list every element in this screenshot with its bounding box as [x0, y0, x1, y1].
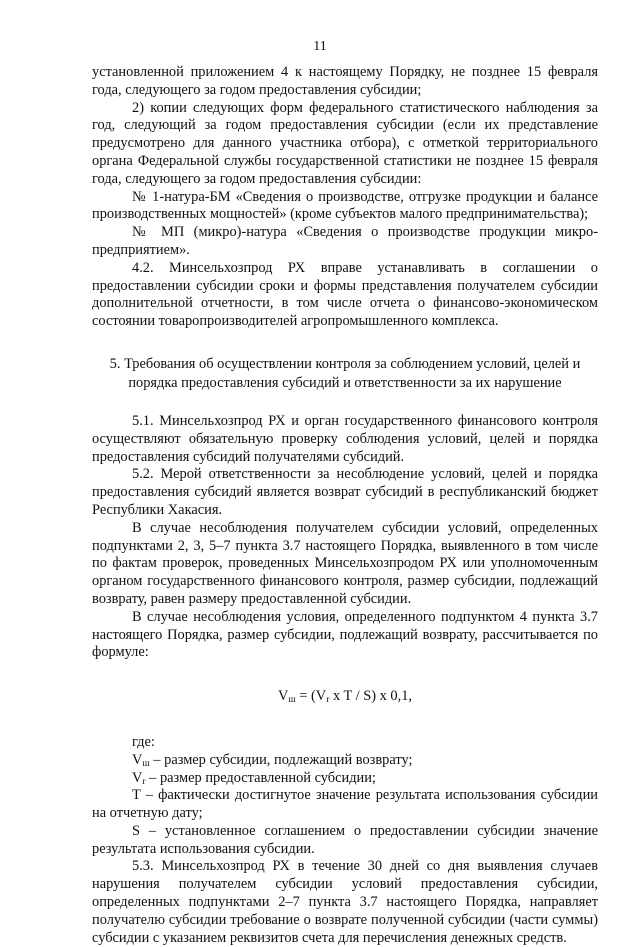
definition-s: S – установленное соглашением о предоставлении субсидии значение результата использования субсидии.	[92, 822, 598, 857]
paragraph-4-2: 4.2. Минсельхозпрод РХ вправе устанавливать в соглашении о предоставлении субсидии сроки и формы представления получателем субсидии дополнительной отчетности, в том числе отчета о финансово-экономическом состоянии товаропроизводителей агропромышленного комплекса.	[92, 259, 598, 330]
definition-t: T – фактически достигнутое значение результата использования субсидии на отчетную дату;	[92, 787, 598, 822]
formula-mid: = (V	[295, 688, 327, 705]
formula-lhs-sub: ш	[288, 695, 296, 706]
formula-rest: x T / S) x 0,1,	[329, 688, 413, 705]
definition-v-r-text: – размер предоставленной субсидии;	[145, 769, 376, 786]
page-number: 11	[313, 39, 327, 54]
formula-mid-sub: r	[326, 695, 330, 706]
document-body	[92, 64, 598, 947]
paragraph-5-2: 5.2. Мерой ответственности за несоблюдение условий, целей и порядка предоставления субсидий является возврат субсидий в республиканский бюджет Республики Хакасия.	[92, 466, 598, 518]
paragraph-formula-intro: В случае несоблюдения условия, определенного подпунктом 4 пункта 3.7 настоящего Порядка, размер субсидии, подлежащий возврату, рассчитывается по формуле:	[92, 608, 598, 661]
paragraph-form-mp-micro: № МП (микро)-натура «Сведения о производстве продукции микро-предприятием».	[92, 224, 598, 258]
paragraph-5-3: 5.3. Минсельхозпрод РХ в течение 30 дней со дня выявления случаев нарушения получателем субсидии условий предоставления субсидии, определенных подпунктами 2–7 пункта 3.7 настоящего Порядка, направляет получателю субсидии требование о возврате полученной субсидии (части суммы) субсидии с указанием реквизитов счета для перечисления денежных средств.	[92, 858, 598, 946]
paragraph-statistics-forms: 2) копии следующих форм федерального статистического наблюдения за год, следующий за годом предоставления субсидии (если их представление предусмотрено для данного участника отбора), с отметкой территориального органа Федеральной службы государственной статистики не позднее 15 февраля года, следующего за годом предоставления субсидии:	[92, 99, 598, 187]
definition-v-r	[92, 770, 598, 788]
section-heading-line-2: порядка предоставления субсидий и ответственности за их нарушение	[128, 374, 562, 391]
formula-lhs: V	[277, 688, 289, 705]
paragraph-deadline: установленной приложением 4 к настоящему Порядку, не позднее 15 февраля года, следующего за годом предоставления субсидии;	[92, 64, 598, 98]
definition-v-r-sub: r	[142, 776, 146, 787]
refund-formula	[92, 688, 598, 706]
definition-v-sh-sub: ш	[142, 758, 150, 769]
where-label: где:	[132, 733, 155, 750]
definition-v-sh	[92, 752, 598, 770]
section-heading	[92, 355, 598, 393]
definition-v-sh-symbol: V	[132, 751, 143, 768]
paragraph-full-refund: В случае несоблюдения получателем субсидии условий, определенных подпунктами 2, 3, 5–7 пункта 3.7 настоящего Порядка, выявленного в том числе по фактам проверок, проведенных Минсельхозпродом РХ или уполномоченным органом государственного финансового контроля, размер субсидии, подлежащий возврату, равен размеру предоставленной субсидии.	[92, 519, 598, 607]
paragraph-5-1: 5.1. Минсельхозпрод РХ и орган государственного финансового контроля осуществляют обязательную проверку соблюдения условий, целей и порядка предоставления субсидий получателями субсидий.	[92, 412, 598, 465]
section-heading-line-1: 5. Требования об осуществлении контроля за соблюдением условий, целей и	[109, 355, 581, 372]
definition-v-sh-text: – размер субсидии, подлежащий возврату;	[149, 751, 413, 768]
paragraph-form-1-natura-bm: № 1-натура-БМ «Сведения о производстве, отгрузке продукции и балансе производственных мощностей» (кроме субъектов малого предпринимательства);	[92, 188, 598, 223]
definition-v-r-symbol: V	[132, 769, 143, 786]
